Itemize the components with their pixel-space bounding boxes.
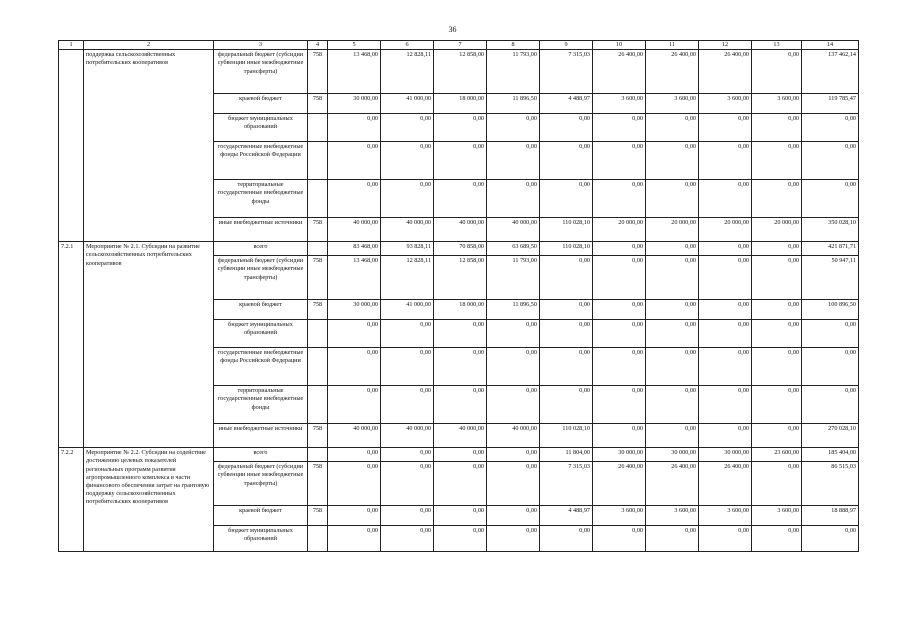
amount-cell: 30 000,00 xyxy=(328,300,381,320)
measure-name: поддержка сельскохозяйственных потребительских кооперативов xyxy=(84,50,214,242)
amount-cell: 83 468,00 xyxy=(328,242,381,256)
funding-source: бюджет муниципальных образований xyxy=(214,320,308,348)
amount-cell: 11 793,00 xyxy=(487,50,540,94)
amount-cell: 40 000,00 xyxy=(434,218,487,242)
amount-cell: 11 896,50 xyxy=(487,300,540,320)
budget-code xyxy=(308,448,328,462)
amount-cell: 20 000,00 xyxy=(752,218,802,242)
column-header: 13 xyxy=(752,41,802,50)
amount-cell: 86 515,03 xyxy=(802,462,859,506)
amount-cell: 40 000,00 xyxy=(381,424,434,448)
funding-source: государственные внебюджетные фонды Российской Федерации xyxy=(214,348,308,386)
amount-cell: 26 400,00 xyxy=(699,462,752,506)
amount-cell: 0,00 xyxy=(752,526,802,552)
amount-cell: 3 600,00 xyxy=(593,94,646,114)
funding-source: государственные внебюджетные фонды Российской Федерации xyxy=(214,142,308,180)
amount-cell: 0,00 xyxy=(699,114,752,142)
funding-source: иные внебюджетные источники xyxy=(214,424,308,448)
amount-cell: 40 000,00 xyxy=(434,424,487,448)
column-header: 5 xyxy=(328,41,381,50)
amount-cell: 0,00 xyxy=(381,386,434,424)
budget-code: 758 xyxy=(308,424,328,448)
amount-cell: 0,00 xyxy=(434,142,487,180)
amount-cell: 0,00 xyxy=(699,386,752,424)
amount-cell: 0,00 xyxy=(646,348,699,386)
amount-cell: 26 400,00 xyxy=(699,50,752,94)
amount-cell: 0,00 xyxy=(699,180,752,218)
amount-cell: 11 793,00 xyxy=(487,256,540,300)
amount-cell: 0,00 xyxy=(540,300,593,320)
amount-cell: 0,00 xyxy=(593,320,646,348)
budget-code xyxy=(308,320,328,348)
amount-cell: 100 896,50 xyxy=(802,300,859,320)
amount-cell: 26 400,00 xyxy=(646,462,699,506)
column-header: 11 xyxy=(646,41,699,50)
amount-cell: 110 028,10 xyxy=(540,424,593,448)
amount-cell: 0,00 xyxy=(593,256,646,300)
amount-cell: 0,00 xyxy=(699,424,752,448)
amount-cell: 110 028,10 xyxy=(540,242,593,256)
amount-cell: 0,00 xyxy=(646,424,699,448)
amount-cell: 30 000,00 xyxy=(593,448,646,462)
amount-cell: 0,00 xyxy=(487,386,540,424)
amount-cell: 18 000,00 xyxy=(434,300,487,320)
amount-cell: 0,00 xyxy=(328,448,381,462)
amount-cell: 0,00 xyxy=(802,114,859,142)
amount-cell: 0,00 xyxy=(593,386,646,424)
amount-cell: 3 600,00 xyxy=(699,506,752,526)
amount-cell: 0,00 xyxy=(487,320,540,348)
amount-cell: 0,00 xyxy=(593,348,646,386)
amount-cell: 20 000,00 xyxy=(593,218,646,242)
amount-cell: 0,00 xyxy=(752,242,802,256)
amount-cell: 0,00 xyxy=(434,320,487,348)
amount-cell: 4 488,97 xyxy=(540,94,593,114)
budget-code: 758 xyxy=(308,506,328,526)
amount-cell: 0,00 xyxy=(540,320,593,348)
amount-cell: 30 000,00 xyxy=(646,448,699,462)
amount-cell: 0,00 xyxy=(699,142,752,180)
amount-cell: 0,00 xyxy=(752,114,802,142)
amount-cell: 0,00 xyxy=(540,386,593,424)
amount-cell: 18 000,00 xyxy=(434,94,487,114)
amount-cell: 0,00 xyxy=(646,114,699,142)
amount-cell: 50 947,11 xyxy=(802,256,859,300)
column-header: 10 xyxy=(593,41,646,50)
amount-cell: 0,00 xyxy=(328,386,381,424)
amount-cell: 3 600,00 xyxy=(646,506,699,526)
amount-cell: 12 858,00 xyxy=(434,256,487,300)
amount-cell: 0,00 xyxy=(487,448,540,462)
amount-cell: 41 000,00 xyxy=(381,94,434,114)
funding-source: бюджет муниципальных образований xyxy=(214,114,308,142)
page-number: 36 xyxy=(448,25,457,34)
funding-source: краевой бюджет xyxy=(214,300,308,320)
amount-cell: 3 600,00 xyxy=(752,506,802,526)
amount-cell: 40 000,00 xyxy=(328,424,381,448)
amount-cell: 0,00 xyxy=(328,526,381,552)
amount-cell: 0,00 xyxy=(434,526,487,552)
amount-cell: 110 028,10 xyxy=(540,218,593,242)
amount-cell: 0,00 xyxy=(802,526,859,552)
column-header-row xyxy=(59,41,859,50)
amount-cell: 0,00 xyxy=(381,348,434,386)
budget-code xyxy=(308,386,328,424)
measure-index: 7.2.2 xyxy=(59,448,84,552)
amount-cell: 0,00 xyxy=(381,506,434,526)
amount-cell: 3 600,00 xyxy=(699,94,752,114)
amount-cell: 0,00 xyxy=(646,256,699,300)
amount-cell: 0,00 xyxy=(328,506,381,526)
funding-source: всего xyxy=(214,448,308,462)
amount-cell: 0,00 xyxy=(593,300,646,320)
budget-code: 758 xyxy=(308,256,328,300)
amount-cell: 137 462,14 xyxy=(802,50,859,94)
amount-cell: 0,00 xyxy=(434,348,487,386)
funding-source: федеральный бюджет (субсидии субвенции иные межбюджетные трансферты) xyxy=(214,50,308,94)
column-header: 6 xyxy=(381,41,434,50)
amount-cell: 0,00 xyxy=(540,142,593,180)
amount-cell: 421 871,71 xyxy=(802,242,859,256)
amount-cell: 30 000,00 xyxy=(699,448,752,462)
budget-code: 758 xyxy=(308,218,328,242)
amount-cell: 0,00 xyxy=(381,448,434,462)
amount-cell: 20 000,00 xyxy=(646,218,699,242)
column-header: 14 xyxy=(802,41,859,50)
budget-code xyxy=(308,180,328,218)
amount-cell: 0,00 xyxy=(487,348,540,386)
amount-cell: 30 000,00 xyxy=(328,94,381,114)
amount-cell: 0,00 xyxy=(699,242,752,256)
amount-cell: 0,00 xyxy=(487,114,540,142)
amount-cell: 0,00 xyxy=(381,526,434,552)
amount-cell: 0,00 xyxy=(699,348,752,386)
amount-cell: 0,00 xyxy=(487,462,540,506)
amount-cell: 40 000,00 xyxy=(487,424,540,448)
amount-cell: 0,00 xyxy=(487,526,540,552)
amount-cell: 3 600,00 xyxy=(646,94,699,114)
table-row xyxy=(59,50,859,94)
budget-code xyxy=(308,348,328,386)
amount-cell: 0,00 xyxy=(381,142,434,180)
table-row xyxy=(59,448,859,462)
budget-code xyxy=(308,114,328,142)
amount-cell: 0,00 xyxy=(487,180,540,218)
budget-code xyxy=(308,142,328,180)
budget-code: 758 xyxy=(308,94,328,114)
measure-name: Мероприятие № 2.1. Субсидии на развитие сельскохозяйственных потребительских кооперативов xyxy=(84,242,214,448)
amount-cell: 0,00 xyxy=(699,300,752,320)
amount-cell: 0,00 xyxy=(752,180,802,218)
amount-cell: 0,00 xyxy=(646,142,699,180)
amount-cell: 0,00 xyxy=(434,386,487,424)
amount-cell: 12 828,11 xyxy=(381,50,434,94)
amount-cell: 0,00 xyxy=(328,462,381,506)
amount-cell: 0,00 xyxy=(646,180,699,218)
amount-cell: 0,00 xyxy=(434,448,487,462)
budget-code: 758 xyxy=(308,300,328,320)
amount-cell: 0,00 xyxy=(752,256,802,300)
amount-cell: 0,00 xyxy=(699,320,752,348)
amount-cell: 0,00 xyxy=(540,114,593,142)
funding-source: всего xyxy=(214,242,308,256)
amount-cell: 0,00 xyxy=(593,180,646,218)
amount-cell: 0,00 xyxy=(802,320,859,348)
amount-cell: 4 488,97 xyxy=(540,506,593,526)
amount-cell: 0,00 xyxy=(646,386,699,424)
amount-cell: 0,00 xyxy=(646,300,699,320)
amount-cell: 0,00 xyxy=(752,386,802,424)
amount-cell: 0,00 xyxy=(593,242,646,256)
amount-cell: 0,00 xyxy=(593,424,646,448)
amount-cell: 0,00 xyxy=(540,526,593,552)
column-header: 9 xyxy=(540,41,593,50)
amount-cell: 0,00 xyxy=(434,114,487,142)
amount-cell: 119 785,47 xyxy=(802,94,859,114)
amount-cell: 23 600,00 xyxy=(752,448,802,462)
amount-cell: 7 315,03 xyxy=(540,462,593,506)
amount-cell: 0,00 xyxy=(328,320,381,348)
budget-table xyxy=(58,40,859,552)
funding-source: федеральный бюджет (субсидии субвенции иные межбюджетные трансферты) xyxy=(214,256,308,300)
amount-cell: 13 468,00 xyxy=(328,256,381,300)
amount-cell: 0,00 xyxy=(328,348,381,386)
amount-cell: 350 028,10 xyxy=(802,218,859,242)
amount-cell: 40 000,00 xyxy=(487,218,540,242)
amount-cell: 40 000,00 xyxy=(328,218,381,242)
amount-cell: 93 828,11 xyxy=(381,242,434,256)
amount-cell: 3 600,00 xyxy=(593,506,646,526)
amount-cell: 0,00 xyxy=(328,142,381,180)
column-header: 8 xyxy=(487,41,540,50)
measure-name: Мероприятие № 2.2. Субсидии на содействие достижению целевых показателей региональных программ развития агропромышленного комплекса в части финансового обеспечения затрат на грантовую поддержку сельскохозяйственных потребительских кооперативов xyxy=(84,448,214,552)
amount-cell: 0,00 xyxy=(802,348,859,386)
table-body xyxy=(59,41,859,552)
amount-cell: 0,00 xyxy=(752,142,802,180)
amount-cell: 18 888,97 xyxy=(802,506,859,526)
amount-cell: 0,00 xyxy=(752,50,802,94)
amount-cell: 13 468,00 xyxy=(328,50,381,94)
amount-cell: 0,00 xyxy=(487,506,540,526)
amount-cell: 26 400,00 xyxy=(593,50,646,94)
amount-cell: 0,00 xyxy=(434,506,487,526)
amount-cell: 20 000,00 xyxy=(699,218,752,242)
table-row xyxy=(59,242,859,256)
amount-cell: 0,00 xyxy=(752,320,802,348)
column-header: 1 xyxy=(59,41,84,50)
amount-cell: 0,00 xyxy=(802,386,859,424)
amount-cell: 0,00 xyxy=(752,424,802,448)
amount-cell: 0,00 xyxy=(434,180,487,218)
amount-cell: 0,00 xyxy=(328,114,381,142)
amount-cell: 0,00 xyxy=(381,180,434,218)
amount-cell: 0,00 xyxy=(593,526,646,552)
amount-cell: 0,00 xyxy=(593,142,646,180)
budget-code xyxy=(308,526,328,552)
column-header: 7 xyxy=(434,41,487,50)
budget-code xyxy=(308,242,328,256)
budget-code: 758 xyxy=(308,462,328,506)
amount-cell: 0,00 xyxy=(699,256,752,300)
funding-source: краевой бюджет xyxy=(214,94,308,114)
amount-cell: 41 000,00 xyxy=(381,300,434,320)
amount-cell: 0,00 xyxy=(802,180,859,218)
column-header: 3 xyxy=(214,41,308,50)
amount-cell: 7 315,03 xyxy=(540,50,593,94)
funding-source: территориальные государственные внебюджетные фонды xyxy=(214,180,308,218)
funding-source: иные внебюджетные источники xyxy=(214,218,308,242)
amount-cell: 0,00 xyxy=(646,526,699,552)
amount-cell: 0,00 xyxy=(593,114,646,142)
column-header: 2 xyxy=(84,41,214,50)
column-header: 4 xyxy=(308,41,328,50)
amount-cell: 26 400,00 xyxy=(593,462,646,506)
amount-cell: 63 689,50 xyxy=(487,242,540,256)
measure-index: 7.2.1 xyxy=(59,242,84,448)
amount-cell: 0,00 xyxy=(381,114,434,142)
amount-cell: 12 858,00 xyxy=(434,50,487,94)
amount-cell: 0,00 xyxy=(802,142,859,180)
amount-cell: 11 896,50 xyxy=(487,94,540,114)
amount-cell: 0,00 xyxy=(699,526,752,552)
column-header: 12 xyxy=(699,41,752,50)
amount-cell: 70 858,00 xyxy=(434,242,487,256)
amount-cell: 0,00 xyxy=(540,180,593,218)
amount-cell: 0,00 xyxy=(752,462,802,506)
amount-cell: 12 828,11 xyxy=(381,256,434,300)
amount-cell: 0,00 xyxy=(487,142,540,180)
amount-cell: 0,00 xyxy=(540,348,593,386)
funding-source: федеральный бюджет (субсидии субвенции иные межбюджетные трансферты) xyxy=(214,462,308,506)
amount-cell: 0,00 xyxy=(646,242,699,256)
amount-cell: 185 404,00 xyxy=(802,448,859,462)
amount-cell: 0,00 xyxy=(540,256,593,300)
amount-cell: 0,00 xyxy=(646,320,699,348)
amount-cell: 40 000,00 xyxy=(381,218,434,242)
amount-cell: 270 028,10 xyxy=(802,424,859,448)
amount-cell: 0,00 xyxy=(328,180,381,218)
amount-cell: 0,00 xyxy=(381,320,434,348)
amount-cell: 0,00 xyxy=(752,300,802,320)
measure-index xyxy=(59,50,84,242)
amount-cell: 11 804,00 xyxy=(540,448,593,462)
funding-source: бюджет муниципальных образований xyxy=(214,526,308,552)
amount-cell: 26 400,00 xyxy=(646,50,699,94)
funding-source: территориальные государственные внебюджетные фонды xyxy=(214,386,308,424)
amount-cell: 0,00 xyxy=(381,462,434,506)
funding-source: краевой бюджет xyxy=(214,506,308,526)
amount-cell: 3 600,00 xyxy=(752,94,802,114)
budget-code: 758 xyxy=(308,50,328,94)
amount-cell: 0,00 xyxy=(434,462,487,506)
amount-cell: 0,00 xyxy=(752,348,802,386)
